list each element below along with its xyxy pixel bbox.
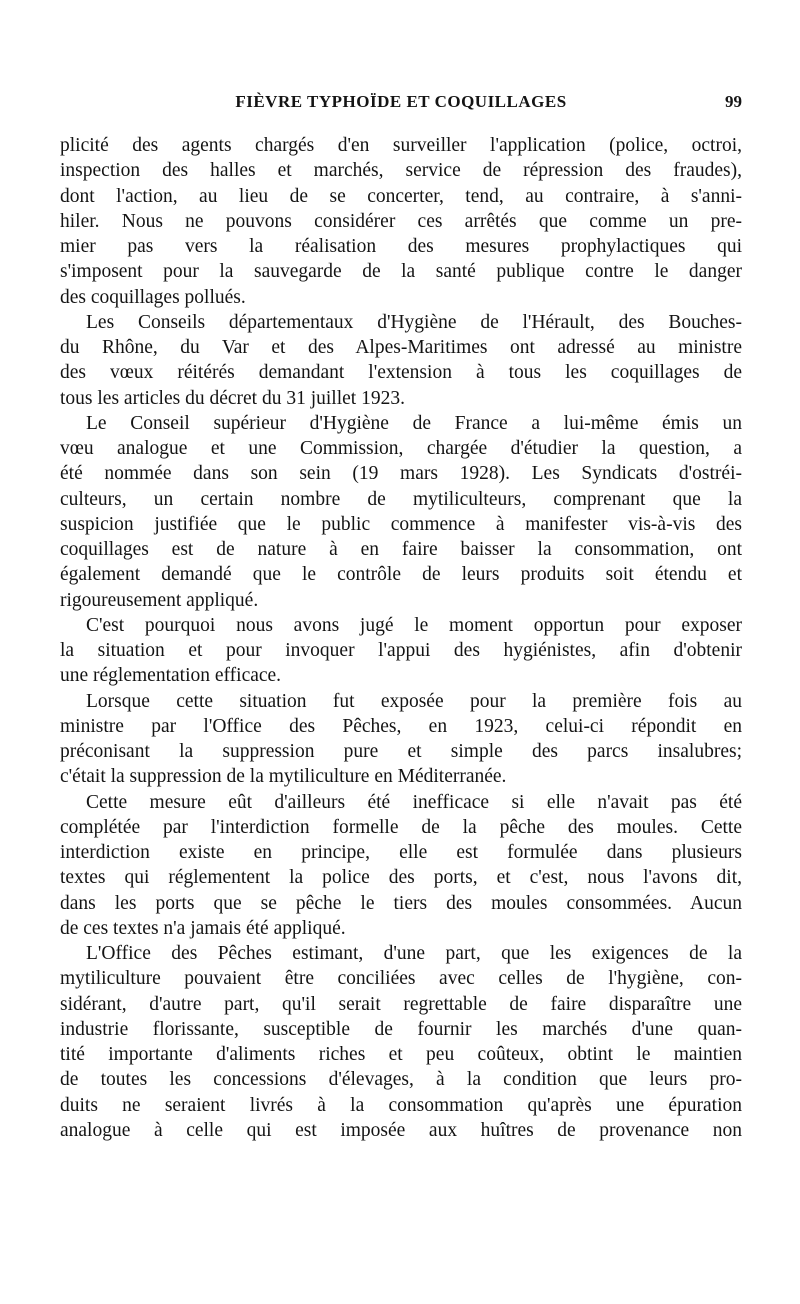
text-line: hiler. Nous ne pouvons considérer ces arrêtés que comme un pre- bbox=[60, 210, 742, 232]
text-line: coquillages est de nature à en faire baisser la consommation, ont bbox=[60, 539, 742, 560]
text-line: des coquillages pollués. bbox=[60, 286, 246, 308]
running-header bbox=[60, 92, 742, 116]
text-line: la situation et pour invoquer l'appui des hygiénistes, afin d'obtenir bbox=[60, 640, 742, 661]
text-line: Lorsque cette situation fut exposée pour la première fois au bbox=[86, 690, 742, 712]
text-line: C'est pourquoi nous avons jugé le moment opportun pour exposer bbox=[86, 614, 742, 636]
paragraph bbox=[60, 411, 742, 613]
text-line: c'était la suppression de la mytiliculture en Méditerranée. bbox=[60, 766, 507, 788]
text-line: de toutes les concessions d'élevages, à la condition que leurs pro- bbox=[60, 1069, 742, 1091]
text-line: culteurs, un certain nombre de mytiliculteurs, comprenant que la bbox=[60, 488, 742, 510]
text-line: interdiction existe en principe, elle est formulée dans plusieurs bbox=[60, 842, 742, 863]
text-line: suspicion justifiée que le public commence à manifester vis-à-vis des bbox=[60, 513, 742, 535]
text-line: complétée par l'interdiction formelle de la pêche des moules. Cette bbox=[60, 816, 742, 838]
text-line: vœu analogue et une Commission, chargée d'étudier la question, a bbox=[60, 438, 742, 459]
text-line: des vœux réitérés demandant l'extension à tous les coquillages de bbox=[60, 362, 742, 384]
text-line: Le Conseil supérieur d'Hygiène de France a lui-même émis un bbox=[86, 412, 742, 434]
paragraph bbox=[60, 310, 742, 411]
text-line: duits ne seraient livrés à la consommation qu'après une épuration bbox=[60, 1094, 742, 1116]
text-line: Cette mesure eût d'ailleurs été inefficace si elle n'avait pas été bbox=[86, 791, 742, 813]
text-line: Les Conseils départementaux d'Hygiène de l'Hérault, des Bouches- bbox=[86, 311, 742, 333]
text-line: tité importante d'aliments riches et peu coûteux, obtint le maintien bbox=[60, 1044, 742, 1065]
text-line: de ces textes n'a jamais été appliqué. bbox=[60, 917, 346, 939]
text-line: préconisant la suppression pure et simple des parcs insalubres; bbox=[60, 741, 742, 762]
paragraph bbox=[60, 941, 742, 1143]
text-line: également demandé que le contrôle de leurs produits soit étendu et bbox=[60, 564, 742, 586]
text-line: inspection des halles et marchés, service de répression des fraudes), bbox=[60, 160, 742, 182]
text-line: mytiliculture pouvaient être conciliées avec celles de l'hygiène, con- bbox=[60, 968, 742, 990]
text-line: plicité des agents chargés d'en surveiller l'application (police, octroi, bbox=[60, 135, 742, 156]
text-line: ministre par l'Office des Pêches, en 1923, celui-ci répondit en bbox=[60, 715, 742, 737]
text-line: dans les ports que se pêche le tiers des moules consommées. Aucun bbox=[60, 892, 742, 914]
body-text bbox=[60, 133, 742, 1143]
text-line: L'Office des Pêches estimant, d'une part, que les exigences de la bbox=[86, 943, 742, 964]
text-line: industrie florissante, susceptible de fournir les marchés d'une quan- bbox=[60, 1018, 742, 1040]
paragraph bbox=[60, 613, 742, 689]
text-line: rigoureusement appliqué. bbox=[60, 589, 259, 611]
text-line: tous les articles du décret du 31 juillet 1923. bbox=[60, 387, 405, 409]
text-line: dont l'action, au lieu de se concerter, tend, au contraire, à s'anni- bbox=[60, 185, 742, 207]
paragraph bbox=[60, 133, 742, 310]
text-line: textes qui réglementent la police des ports, et c'est, nous l'avons dit, bbox=[60, 867, 742, 889]
text-line: une réglementation efficace. bbox=[60, 665, 282, 687]
paragraph bbox=[60, 790, 742, 942]
text-line: s'imposent pour la sauvegarde de la santé publique contre le danger bbox=[60, 261, 742, 283]
text-line: analogue à celle qui est imposée aux huîtres de provenance non bbox=[60, 1119, 742, 1141]
paragraph bbox=[60, 689, 742, 790]
page-number: 99 bbox=[725, 92, 742, 111]
text-line: été nommée dans son sein (19 mars 1928). Les Syndicats d'ostréi- bbox=[60, 463, 742, 485]
text-line: sidérant, d'autre part, qu'il serait regrettable de faire disparaître une bbox=[60, 993, 742, 1015]
running-title: FIÈVRE TYPHOÏDE ET COQUILLAGES bbox=[235, 92, 567, 111]
text-line: du Rhône, du Var et des Alpes-Maritimes ont adressé au ministre bbox=[60, 337, 742, 358]
text-line: mier pas vers la réalisation des mesures prophylactiques qui bbox=[60, 236, 742, 257]
